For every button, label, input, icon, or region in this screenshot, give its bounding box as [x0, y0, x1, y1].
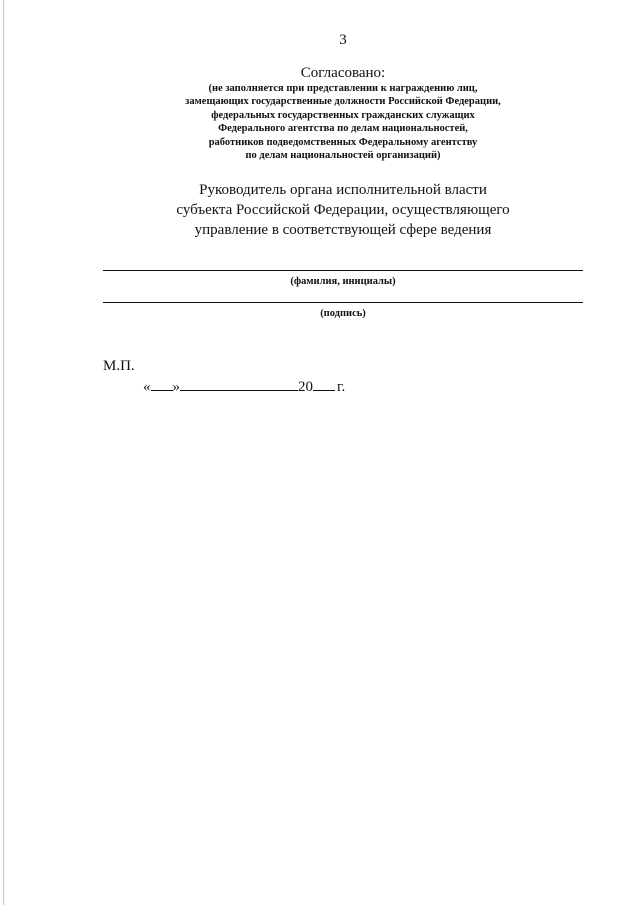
signatory-title: [103, 180, 583, 240]
approval-title: Согласовано:: [300, 65, 386, 81]
page-number: 3: [339, 32, 347, 48]
name-field-caption: (фамилия, инициалы): [290, 276, 396, 287]
signature-field-caption: (подпись): [320, 308, 366, 319]
date-close-quote: »: [172, 379, 180, 395]
date-day-blank: [151, 376, 173, 391]
seal-label: М.П.: [103, 358, 135, 374]
scan-edge-line: [3, 0, 4, 905]
approval-note: [103, 82, 583, 162]
signatory-title-line: субъекта Российской Федерации, осуществляющего: [176, 202, 510, 218]
name-field-line: [103, 270, 583, 271]
date-field: [143, 376, 345, 396]
date-year-blank: [313, 376, 335, 391]
date-year-suffix: г.: [337, 379, 346, 395]
date-open-quote: «: [143, 379, 151, 395]
signatory-title-line: Руководитель органа исполнительной власти: [199, 182, 487, 198]
approval-note-line: работников подведомственных Федеральному агентству: [208, 136, 478, 148]
approval-note-line: по делам национальностей организаций): [245, 150, 441, 162]
date-year-prefix: 20: [298, 379, 313, 395]
approval-note-line: федеральных государственных гражданских служащих: [211, 109, 475, 121]
date-month-blank: [180, 376, 298, 391]
signature-field-line: [103, 302, 583, 303]
approval-note-line: Федерального агентства по делам национальностей,: [218, 123, 468, 135]
signatory-title-line: управление в соответствующей сфере ведения: [194, 222, 492, 238]
approval-note-line: замещающих государственные должности Российской Федерации,: [185, 96, 501, 108]
approval-note-line: (не заполняется при представлении к награждению лиц,: [208, 83, 478, 94]
